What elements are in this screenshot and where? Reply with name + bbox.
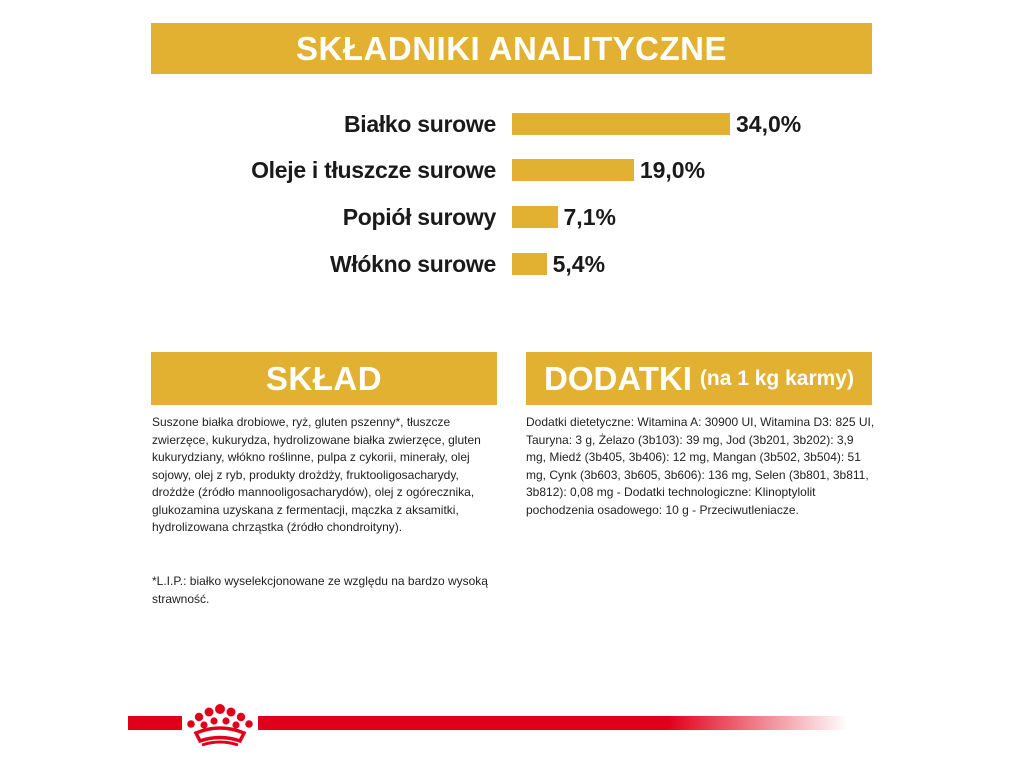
nutrient-bar xyxy=(512,253,547,275)
nutrient-row xyxy=(0,155,1024,185)
analytic-title: SKŁADNIKI ANALITYCZNE xyxy=(296,29,727,67)
nutrient-value: 5,4% xyxy=(552,251,606,277)
nutrient-bar xyxy=(512,159,634,181)
analytic-title-banner xyxy=(151,23,872,74)
dodatki-title-banner xyxy=(526,352,872,405)
nutrient-label: Popiół surowy xyxy=(342,204,496,230)
dodatki-subtitle: (na 1 kg karmy) xyxy=(699,366,854,390)
nutrient-label: Włókno surowe xyxy=(329,251,496,277)
nutrient-label: Białko surowe xyxy=(343,111,496,137)
nutrient-value: 19,0% xyxy=(639,157,706,183)
nutrient-row xyxy=(0,202,1024,232)
nutrient-bar xyxy=(512,113,730,135)
nutrient-label: Oleje i tłuszcze surowe xyxy=(251,157,496,183)
sklad-footnote: *L.I.P.: białko wyselekcjonowane ze względu na bardzo wysoką strawność. xyxy=(152,574,488,606)
nutrient-row xyxy=(0,109,1024,139)
sklad-ingredients-text: Suszone białka drobiowe, ryż, gluten pszenny*, tłuszcze zwierzęce, kukurydza, hydrolizowane białka zwierzęce, gluten kukurydziany, włókno roślinne, pulpa z cykorii, minerały, olej sojowy, olej z ryb, produkty drożdży, fruktooligosacharydy, drożdże (źródło mannooligosacharydów), olej z ogórecznika, glukozamina uzyskana z fermentacji, mączka z aksamitki, hydrolizowana chrząstka (źródło chondroityny). xyxy=(152,415,481,534)
dodatki-title: DODATKI xyxy=(544,359,692,397)
nutrient-bar xyxy=(512,206,558,228)
dodatki-additives-text: Dodatki dietetyczne: Witamina A: 30900 UI, Witamina D3: 825 UI, Tauryna: 3 g, Żelazo (3b103): 39 mg, Jod (3b201, 3b202): 3,9 mg, Miedź (3b405, 3b406): 12 mg, Mangan (3b502, 3b504): 51 mg, Cynk (3b603, 3b605, 3b606): 136 mg, Selen (3b801, 3b811, 3b812): 0,08 mg - Dodatki technologiczne: Klinoptylolit pochodzenia osadowego: 10 g - Przeciwutleniacze. xyxy=(526,415,875,517)
nutrient-value: 7,1% xyxy=(563,204,616,230)
sklad-title: SKŁAD xyxy=(265,359,383,397)
nutrient-row xyxy=(0,249,1024,279)
nutrient-value: 34,0% xyxy=(736,111,802,137)
sklad-title-banner xyxy=(151,352,497,405)
royal-crown-icon xyxy=(182,703,258,749)
